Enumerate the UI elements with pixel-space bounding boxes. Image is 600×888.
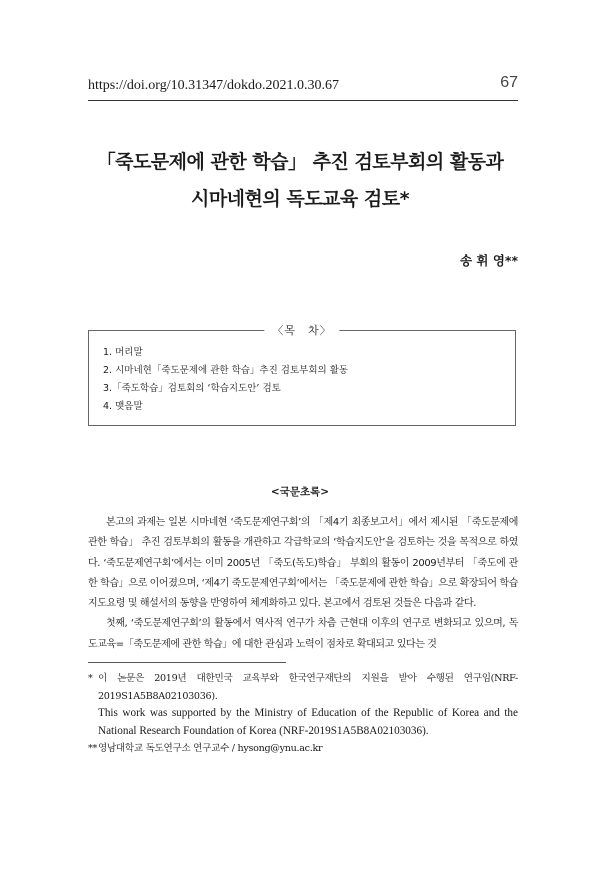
abstract-body [88,513,518,655]
toc-item: 2. 시마네현「죽도문제에 관한 학습」추진 검토부회의 활동 [103,365,349,376]
footnote-marker: * [88,673,93,684]
paper-title [60,144,540,218]
abstract-paragraph: 첫째, ‘죽도문제연구회’의 활동에서 역사적 연구가 차츰 근현대 이후의 연구로 변화되고 있으며, 독도교육=「죽도문제에 관한 학습」에 대한 관심과 노력이 점차로 확대되고 있다는 것 [88,618,518,650]
running-head [88,74,518,98]
footnote-marker: ** [88,743,97,754]
footnote-text: 이 논문은 2019년 대한민국 교육부와 한국연구재단의 지원을 받아 수행된 연구임(NRF-2019S1A5B8A02103036). [98,673,518,702]
page-number: 67 [500,74,518,91]
toc-list [103,344,348,416]
header-divider [88,100,518,101]
abstract-heading: <국문초록> [270,486,330,498]
doi-link[interactable]: https://doi.org/10.31347/dokdo.2021.0.30.67 [88,78,339,93]
toc-item: 4. 맺음말 [103,401,143,412]
footnote-author-affiliation [88,740,518,758]
footnotes [88,670,518,758]
abstract-paragraph: 본고의 과제는 일본 시마네현 ‘죽도문제연구회’의 「제4기 최종보고서」에서 제시된 「죽도문제에 관한 학습」 추진 검토부회의 활동을 개관하고 각급학교의 ‘학습지도안’을 검토하는 것을 목적으로 하였다. ‘죽도문제연구회’에서는 이미 2005년 「죽도(독도)학습」 부회의 활동이 2009년부터 「죽도에 관한 학습」으로 이어졌으며, ‘제4기 죽도문제연구회’에서는 「죽도문제에 관한 학습」으로 확장되어 학습지도요령 및 해설서의 동향을 반영하여 체계화하고 있다. 본고에서 검토된 것들은 다음과 같다. [88,517,518,610]
table-of-contents [88,324,516,426]
toc-item: 3.「죽도학습」검토회의 ‘학습지도안’ 검토 [103,383,281,394]
footnote-funding-ko [88,670,518,705]
toc-heading: 〈목 차〉 [264,322,339,338]
footnote-divider [88,662,286,663]
toc-item: 1. 머리말 [103,347,143,358]
title-line-2: 시마네현의 독도교육 검토* [190,188,410,210]
footnote-text: 영남대학교 독도연구소 연구교수 / hysong@ynu.ac.kr [98,743,323,754]
footnote-funding-en: This work was supported by the Ministry of Education of the Republic of Korea and the National Research Foundation of Korea (NRF-2019S1A5B8A02103036). [98,707,518,737]
title-line-1: 「죽도문제에 관한 학습」 추진 검토부회의 활동과 [96,151,504,173]
author-name: 송 휘 영** [459,253,518,268]
